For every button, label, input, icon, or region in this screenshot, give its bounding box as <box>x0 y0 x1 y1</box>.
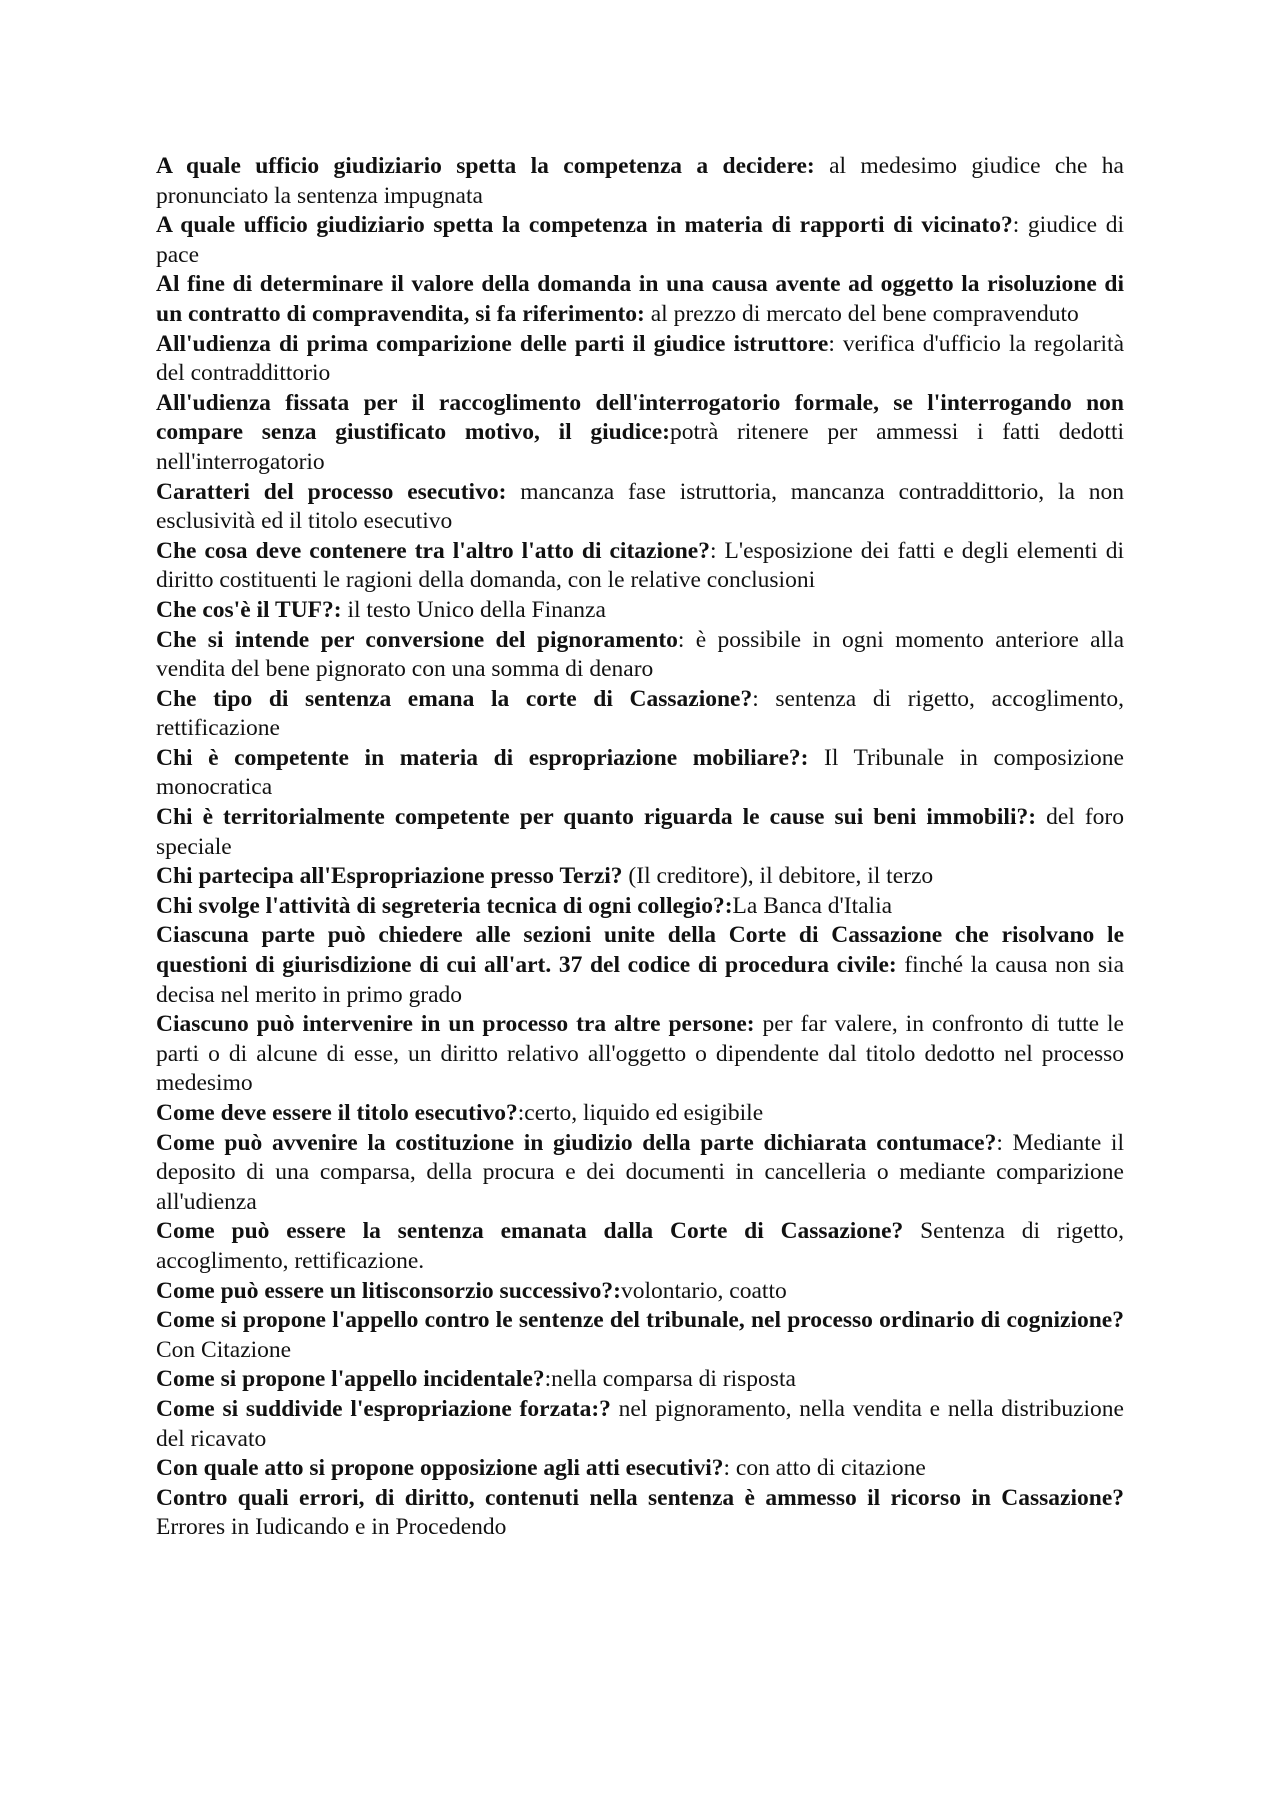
question: Come si propone l'appello incidentale? <box>156 1366 545 1393</box>
qa-entry <box>156 1217 1124 1276</box>
question: Come può essere un litisconsorzio successivo?: <box>156 1277 621 1304</box>
qa-entry <box>156 921 1124 1010</box>
answer: mancanza fase istruttoria, mancanza contraddittorio, la non esclusività ed il titolo esecutivo <box>156 478 1125 535</box>
answer: volontario, coatto <box>620 1277 787 1304</box>
qa-entry <box>156 1010 1124 1099</box>
qa-entry <box>156 1484 1124 1543</box>
qa-entry <box>156 270 1124 329</box>
answer: : con atto di citazione <box>723 1455 926 1482</box>
question: Che cosa deve contenere tra l'altro l'atto di citazione? <box>156 537 710 564</box>
question: Caratteri del processo esecutivo: <box>156 478 507 505</box>
answer: al prezzo di mercato del bene compravenduto <box>644 300 1079 327</box>
question: Come può avvenire la costituzione in giudizio della parte dichiarata contumace? <box>156 1129 997 1156</box>
answer: (Il creditore), il debitore, il terzo <box>622 863 934 890</box>
qa-entry <box>156 1306 1124 1365</box>
question: Ciascuna parte può chiedere alle sezioni unite della Corte di Cassazione che risolvano le questioni di giurisdizione di cui all'art. 37 del codice di procedura civile: <box>156 922 1124 979</box>
qa-entry <box>156 1365 1124 1395</box>
question: A quale ufficio giudiziario spetta la competenza a decidere: <box>156 153 815 179</box>
qa-entry <box>156 389 1124 478</box>
qa-entry <box>156 892 1124 922</box>
answer: potrà ritenere per ammessi i fatti dedotti nell'interrogatorio <box>156 419 1124 475</box>
question: Chi è competente in materia di espropriazione mobiliare?: <box>156 744 809 771</box>
question: Chi è territorialmente competente per quanto riguarda le cause sui beni immobili?: <box>156 804 1037 831</box>
answer: : giudice di pace <box>156 212 1124 268</box>
answer: : L'esposizione dei fatti e degli elementi di diritto costituenti le ragioni della domanda, con le relative conclusioni <box>156 537 1124 594</box>
answer: finché la causa non sia decisa nel merito in primo grado <box>156 952 1125 1008</box>
question: Che tipo di sentenza emana la corte di Cassazione? <box>156 685 753 712</box>
answer: : è possibile in ogni momento anteriore alla vendita del bene pignorato con una somma di denaro <box>156 626 1125 683</box>
question: Ciascuno può intervenire in un processo tra altre persone: <box>156 1011 755 1038</box>
answer: al medesimo giudice che ha pronunciato la sentenza impugnata <box>156 153 1124 209</box>
qa-entry <box>156 211 1124 270</box>
qa-entry <box>156 744 1124 803</box>
answer: La Banca d'Italia <box>732 892 893 919</box>
qa-list <box>156 152 1124 1543</box>
qa-entry <box>156 330 1124 389</box>
qa-entry <box>156 1129 1124 1218</box>
answer: : Mediante il deposito di una comparsa, della procura e dei documenti in cancelleria o mediante comparizione all'udienza <box>156 1129 1124 1215</box>
question: All'udienza di prima comparizione delle parti il giudice istruttore <box>156 330 829 357</box>
answer: Con Citazione <box>156 1336 292 1363</box>
qa-entry <box>156 1099 1124 1129</box>
answer: del foro speciale <box>156 804 1124 860</box>
qa-entry <box>156 1395 1124 1454</box>
qa-entry <box>156 862 1124 892</box>
question: Al fine di determinare il valore della domanda in una causa avente ad oggetto la risoluzione di un contratto di compravendita, si fa riferimento: <box>156 271 1124 327</box>
question: Come deve essere il titolo esecutivo? <box>156 1100 518 1126</box>
qa-entry <box>156 626 1124 685</box>
answer: il testo Unico della Finanza <box>341 596 606 623</box>
question: All'udienza fissata per il raccoglimento dell'interrogatorio formale, se l'interrogando non compare senza giustificato motivo, il giudice: <box>156 389 1124 446</box>
answer: nel pignoramento, nella vendita e nella distribuzione del ricavato <box>156 1395 1124 1452</box>
question: Come si suddivide l'espropriazione forzata:? <box>156 1395 611 1422</box>
answer: Errores in Iudicando e in Procedendo <box>156 1514 507 1541</box>
question: Che si intende per conversione del pignoramento <box>156 626 678 653</box>
question: Con quale atto si propone opposizione agli atti esecutivi? <box>156 1455 724 1482</box>
question: Contro quali errori, di diritto, contenuti nella sentenza è ammesso il ricorso in Cassazione? <box>156 1484 1124 1511</box>
qa-entry <box>156 152 1124 211</box>
question: A quale ufficio giudiziario spetta la competenza in materia di rapporti di vicinato? <box>156 212 1013 239</box>
qa-entry <box>156 685 1124 744</box>
qa-entry <box>156 1454 1124 1484</box>
answer: Sentenza di rigetto, accoglimento, rettificazione. <box>156 1218 1124 1274</box>
question: Come si propone l'appello contro le sentenze del tribunale, nel processo ordinario di cognizione? <box>156 1307 1124 1334</box>
answer: Il Tribunale in composizione monocratica <box>156 744 1124 801</box>
answer: : verifica d'ufficio la regolarità del contraddittorio <box>156 330 1125 387</box>
question: Che cos'è il TUF?: <box>156 596 342 623</box>
answer: :certo, liquido ed esigibile <box>517 1100 764 1126</box>
qa-entry <box>156 1277 1124 1307</box>
question: Chi svolge l'attività di segreteria tecnica di ogni collegio?: <box>156 892 733 919</box>
question: Chi partecipa all'Espropriazione presso Terzi? <box>156 863 623 890</box>
answer: :nella comparsa di risposta <box>544 1366 796 1393</box>
answer: per far valere, in confronto di tutte le parti o di alcune di esse, un diritto relativo all'oggetto o dipendente dal titolo dedotto nel processo medesimo <box>156 1011 1124 1097</box>
qa-entry <box>156 478 1124 537</box>
qa-entry <box>156 596 1124 626</box>
question: Come può essere la sentenza emanata dalla Corte di Cassazione? <box>156 1218 904 1245</box>
qa-entry <box>156 803 1124 862</box>
qa-entry <box>156 537 1124 596</box>
answer: : sentenza di rigetto, accoglimento, rettificazione <box>156 685 1124 742</box>
